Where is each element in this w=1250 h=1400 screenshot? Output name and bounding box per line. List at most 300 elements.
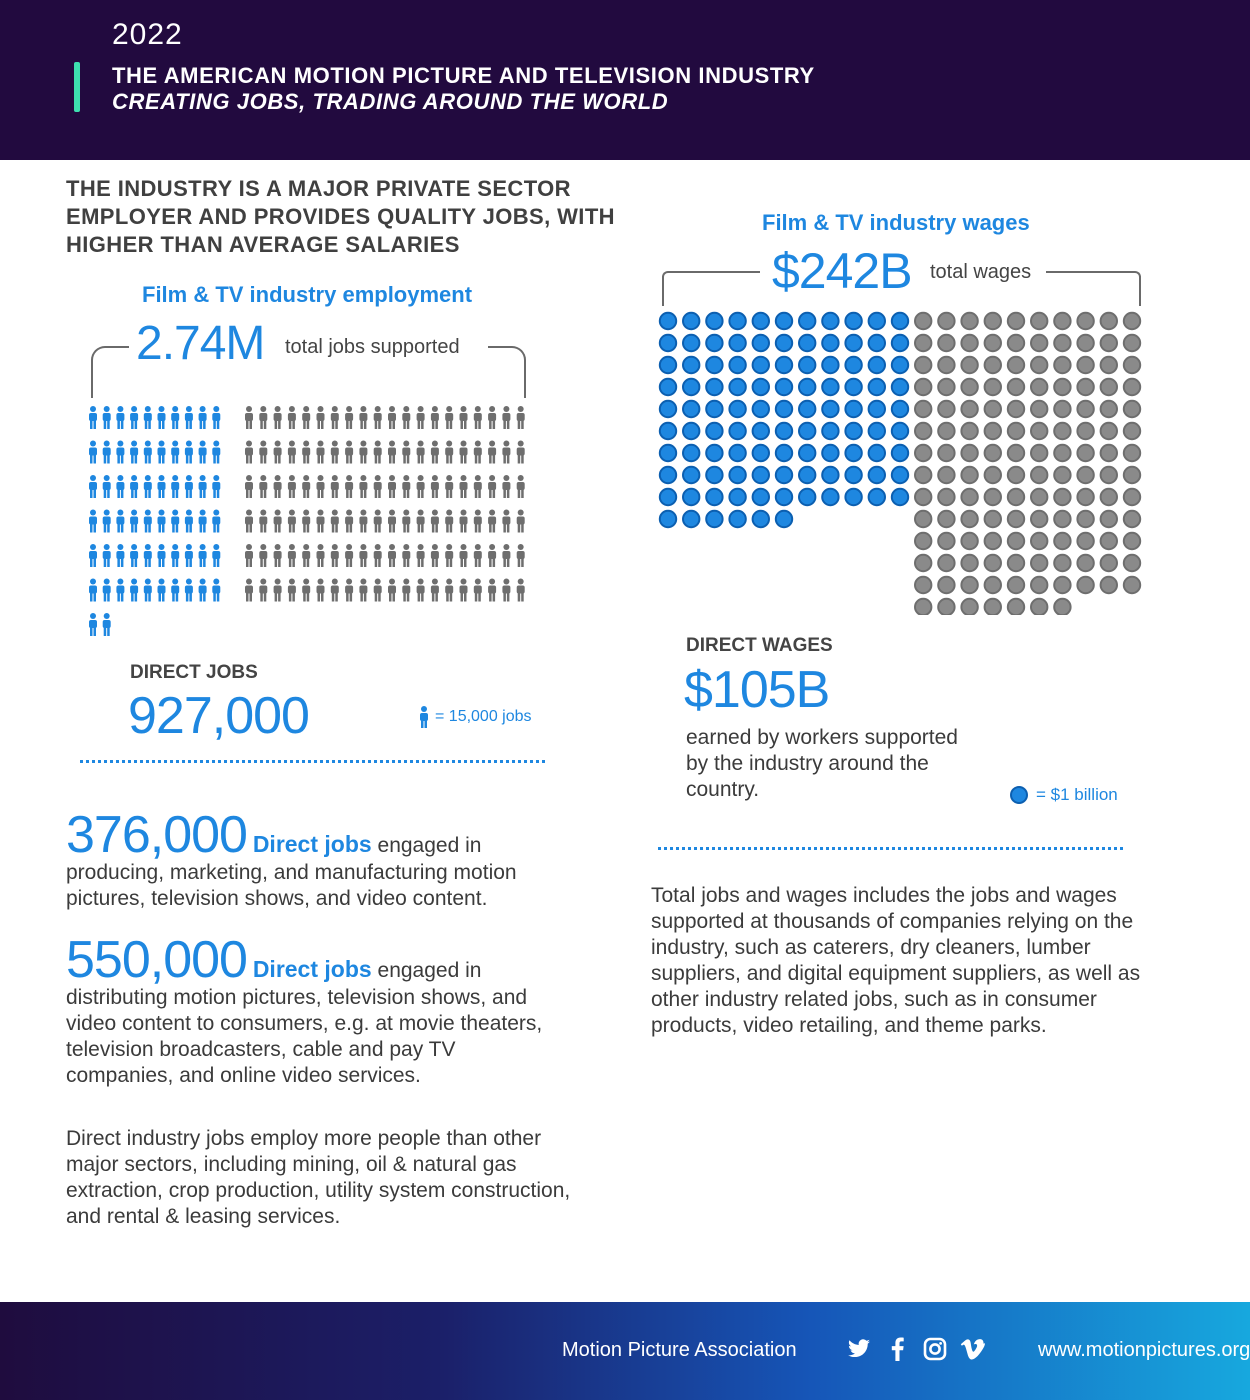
dollar-dot-icon [1010, 786, 1028, 804]
wage-dot [1124, 335, 1140, 351]
person-icon [417, 510, 425, 533]
wage-dot [961, 357, 977, 373]
wage-dot [729, 335, 745, 351]
person-icon [359, 510, 367, 533]
person-icon [317, 510, 325, 533]
note-direct-jobs: Direct industry jobs employ more people than other major sectors, including mining, oil & natural gas extraction, crop production, utility system construction, and rental & leasing services. [66, 1127, 571, 1228]
wage-dot [915, 467, 931, 483]
person-icon [317, 441, 325, 464]
section-heading: THE INDUSTRY IS A MAJOR PRIVATE SECTOR EMPLOYER AND PROVIDES QUALITY JOBS, WITH HIGHER THAN AVERAGE SALARIES [66, 176, 615, 257]
wage-dot [1124, 533, 1140, 549]
person-icon [488, 544, 496, 567]
wage-dot [729, 379, 745, 395]
person-icon [331, 510, 339, 533]
wage-dot [1054, 489, 1070, 505]
person-icon [144, 406, 152, 429]
wage-dot [1077, 335, 1093, 351]
wage-dot [1008, 401, 1024, 417]
wage-dot [938, 401, 954, 417]
wage-dot [985, 313, 1001, 329]
person-icon [171, 579, 179, 602]
wage-dot [1054, 599, 1070, 615]
wage-dot [961, 489, 977, 505]
direct-wages-value: $105B [684, 661, 830, 719]
wage-dot [938, 313, 954, 329]
wage-dot [1124, 577, 1140, 593]
person-icon [331, 441, 339, 464]
person-icon [259, 406, 267, 429]
wage-dot [845, 401, 861, 417]
wage-dot [985, 335, 1001, 351]
person-icon [445, 544, 453, 567]
wage-dot [961, 599, 977, 615]
wage-dot [1054, 533, 1070, 549]
person-icon [445, 406, 453, 429]
person-icon [488, 579, 496, 602]
wage-dot [892, 423, 908, 439]
wage-dot [1077, 533, 1093, 549]
person-icon [103, 510, 111, 533]
person-icon [402, 475, 410, 498]
person-icon [517, 475, 525, 498]
wage-dot [753, 335, 769, 351]
person-icon [445, 579, 453, 602]
person-icon [374, 579, 382, 602]
wage-dot [1054, 335, 1070, 351]
wages-title: Film & TV industry wages [762, 210, 1030, 235]
wage-dot [822, 379, 838, 395]
person-icon [245, 475, 253, 498]
instagram-icon[interactable] [922, 1336, 948, 1362]
wage-dot [961, 577, 977, 593]
wage-dot [915, 423, 931, 439]
person-icon [171, 544, 179, 567]
wage-dot [822, 489, 838, 505]
wage-dot [1031, 511, 1047, 527]
person-icon [89, 510, 97, 533]
wage-dot [753, 511, 769, 527]
person-icon [288, 510, 296, 533]
direct-wages-label: DIRECT WAGES [686, 635, 833, 656]
person-icon [185, 475, 193, 498]
employment-title: Film & TV industry employment [142, 282, 473, 307]
person-icon [474, 579, 482, 602]
wage-dot [915, 555, 931, 571]
person-icon [345, 544, 353, 567]
divider-right [658, 847, 1123, 850]
wage-dot [1031, 401, 1047, 417]
person-icon [158, 475, 166, 498]
vimeo-icon[interactable] [960, 1336, 986, 1362]
jobs-legend-text: = 15,000 jobs [435, 708, 532, 725]
wage-dot [915, 313, 931, 329]
person-icon [402, 406, 410, 429]
wage-dot [1031, 379, 1047, 395]
wage-dot [985, 511, 1001, 527]
wage-dot [1124, 511, 1140, 527]
person-icon [402, 441, 410, 464]
person-icon [274, 544, 282, 567]
direct-jobs-value: 927,000 [128, 687, 309, 745]
wage-dot [1008, 577, 1024, 593]
person-icon [212, 544, 220, 567]
person-icon [345, 510, 353, 533]
wage-dot [1124, 379, 1140, 395]
wage-dot [1101, 533, 1117, 549]
person-icon [288, 579, 296, 602]
wage-dot [938, 423, 954, 439]
wage-dot [729, 357, 745, 373]
wage-dot [753, 489, 769, 505]
wage-dot [729, 467, 745, 483]
wage-dot [683, 467, 699, 483]
person-icon [302, 441, 310, 464]
wage-dot [683, 335, 699, 351]
wage-dot [1077, 357, 1093, 373]
wage-dot [1124, 489, 1140, 505]
wage-dot [938, 335, 954, 351]
person-icon [199, 406, 207, 429]
wage-dot [753, 357, 769, 373]
wage-dot [660, 379, 676, 395]
wage-dot [1054, 401, 1070, 417]
wage-dot [706, 379, 722, 395]
wage-dot [706, 357, 722, 373]
divider-left [80, 760, 545, 763]
stat-distribution-number: 550,000 [66, 931, 247, 989]
person-icon [517, 544, 525, 567]
person-icon [288, 544, 296, 567]
wage-dot [985, 401, 1001, 417]
wage-dot [915, 445, 931, 461]
person-icon [317, 579, 325, 602]
person-icon [245, 510, 253, 533]
person-icon [144, 475, 152, 498]
wage-dot [822, 313, 838, 329]
person-icon [103, 579, 111, 602]
wage-dot [869, 401, 885, 417]
wage-dot [892, 489, 908, 505]
wage-dot [1054, 577, 1070, 593]
wage-dot [683, 379, 699, 395]
wage-dot [729, 445, 745, 461]
wage-dot [869, 357, 885, 373]
wage-dot [961, 467, 977, 483]
person-icon [417, 406, 425, 429]
wage-dot [683, 313, 699, 329]
person-icon [288, 441, 296, 464]
wage-dot [799, 335, 815, 351]
direct-jobs-label: DIRECT JOBS [130, 662, 258, 683]
person-icon [460, 406, 468, 429]
person-icon [460, 441, 468, 464]
wage-dot [1008, 379, 1024, 395]
wage-dot [1124, 467, 1140, 483]
person-icon [331, 579, 339, 602]
wage-dot [938, 599, 954, 615]
wage-dot [1031, 423, 1047, 439]
wage-dot [985, 555, 1001, 571]
wage-dot [1101, 313, 1117, 329]
wage-dot [845, 489, 861, 505]
wage-dot [845, 467, 861, 483]
person-icon [502, 544, 510, 567]
wage-dot [776, 357, 792, 373]
person-icon [460, 510, 468, 533]
person-icon [374, 510, 382, 533]
person-icon [274, 510, 282, 533]
wage-dot [869, 379, 885, 395]
person-icon [274, 579, 282, 602]
wage-dot [869, 313, 885, 329]
wage-dot [706, 445, 722, 461]
person-icon [474, 441, 482, 464]
wage-dot [915, 489, 931, 505]
wage-dot [729, 313, 745, 329]
person-icon [374, 475, 382, 498]
direct-wages-description: earned by workers supported by the industry around the country. [686, 726, 958, 801]
wage-dot [799, 445, 815, 461]
person-icon [116, 475, 124, 498]
person-icon [144, 510, 152, 533]
person-icon [89, 579, 97, 602]
wage-dot [915, 379, 931, 395]
person-icon [199, 441, 207, 464]
wage-dot [1008, 467, 1024, 483]
wage-dot [660, 511, 676, 527]
wages-bracket-left [662, 271, 760, 306]
person-icon [158, 544, 166, 567]
person-icon [302, 406, 310, 429]
stat-production-text: engaged in producing, marketing, and manufacturing motion pictures, television shows, and video content. [66, 834, 517, 910]
wage-dot [845, 379, 861, 395]
employment-bracket-left [91, 346, 129, 398]
stat-distribution-strong: Direct jobs [252, 956, 372, 982]
person-icon [418, 706, 430, 728]
person-icon [488, 510, 496, 533]
wage-dot [776, 423, 792, 439]
person-icon [431, 406, 439, 429]
person-icon [171, 475, 179, 498]
person-icon [144, 544, 152, 567]
wage-dot [1077, 313, 1093, 329]
person-icon [374, 441, 382, 464]
wage-dot [1101, 445, 1117, 461]
stat-production [66, 806, 566, 912]
wage-dot [1077, 511, 1093, 527]
wage-dot [753, 313, 769, 329]
wage-dot [892, 467, 908, 483]
wage-dot [683, 445, 699, 461]
wage-dot [1031, 489, 1047, 505]
twitter-icon[interactable] [846, 1336, 872, 1362]
person-icon [158, 579, 166, 602]
wage-dot [776, 467, 792, 483]
wages-dot-grid [650, 305, 1150, 615]
wage-dot [915, 511, 931, 527]
person-icon [212, 406, 220, 429]
total-jobs-label: total jobs supported [285, 336, 460, 358]
jobs-pictogram [84, 402, 544, 642]
wage-dot [985, 423, 1001, 439]
wage-dot [938, 379, 954, 395]
person-icon [502, 579, 510, 602]
wage-dot [660, 401, 676, 417]
wage-dot [845, 313, 861, 329]
employment-bracket-right [488, 346, 526, 398]
person-icon [388, 544, 396, 567]
wage-dot [1054, 445, 1070, 461]
person-icon [185, 510, 193, 533]
person-icon [388, 579, 396, 602]
wage-dot [845, 335, 861, 351]
person-icon [417, 475, 425, 498]
wage-dot [1054, 357, 1070, 373]
wage-dot [869, 423, 885, 439]
wage-dot [799, 313, 815, 329]
wage-dot [915, 533, 931, 549]
wage-dot [799, 489, 815, 505]
person-icon [317, 475, 325, 498]
person-icon [171, 406, 179, 429]
wage-dot [1101, 335, 1117, 351]
wage-dot [985, 445, 1001, 461]
person-icon [171, 510, 179, 533]
person-icon [199, 544, 207, 567]
person-icon [502, 441, 510, 464]
wage-dot [1008, 555, 1024, 571]
wage-dot [1101, 489, 1117, 505]
wage-dot [1031, 577, 1047, 593]
person-icon [517, 510, 525, 533]
wage-dot [822, 445, 838, 461]
footer-url[interactable]: www.motionpictures.org [1038, 1339, 1250, 1361]
person-icon [116, 406, 124, 429]
person-icon [331, 406, 339, 429]
wage-dot [985, 599, 1001, 615]
person-icon [212, 579, 220, 602]
wage-dot [1054, 423, 1070, 439]
wage-dot [799, 467, 815, 483]
wage-dot [961, 555, 977, 571]
wage-dot [729, 423, 745, 439]
person-icon [171, 441, 179, 464]
wage-dot [799, 423, 815, 439]
person-icon [212, 510, 220, 533]
wage-dot [1031, 467, 1047, 483]
wage-dot [1101, 577, 1117, 593]
wage-dot [869, 489, 885, 505]
person-icon [345, 441, 353, 464]
stat-production-strong: Direct jobs [252, 831, 372, 857]
wage-dot [938, 445, 954, 461]
person-icon [460, 475, 468, 498]
person-icon [199, 579, 207, 602]
wage-dot [822, 401, 838, 417]
total-wages-value: $242B [772, 243, 912, 299]
person-icon [89, 475, 97, 498]
facebook-icon[interactable] [884, 1336, 910, 1362]
person-icon [417, 544, 425, 567]
wage-dot [683, 489, 699, 505]
wage-dot [1124, 357, 1140, 373]
wage-dot [869, 335, 885, 351]
wage-dot [822, 467, 838, 483]
person-icon [331, 475, 339, 498]
wage-dot [938, 555, 954, 571]
person-icon [130, 441, 138, 464]
wage-dot [1031, 599, 1047, 615]
wage-dot [1054, 511, 1070, 527]
wage-dot [1124, 445, 1140, 461]
person-icon [130, 544, 138, 567]
wage-dot [1031, 313, 1047, 329]
wage-dot [1031, 533, 1047, 549]
wage-dot [660, 335, 676, 351]
wage-dot [753, 467, 769, 483]
person-icon [288, 475, 296, 498]
wage-dot [660, 313, 676, 329]
person-icon [502, 475, 510, 498]
wage-dot [1077, 401, 1093, 417]
wage-dot [706, 335, 722, 351]
person-icon [116, 579, 124, 602]
wage-dot [729, 401, 745, 417]
person-icon [89, 544, 97, 567]
person-icon [402, 544, 410, 567]
stat-distribution-text: engaged in distributing motion pictures, television shows, and video content to consumers, e.g. at movie theaters, television broadcasters, cable and pay TV companies, and online video services. [66, 959, 543, 1087]
person-icon [259, 475, 267, 498]
wage-dot [776, 313, 792, 329]
person-icon [488, 406, 496, 429]
stat-distribution [66, 931, 566, 1089]
wage-dot [961, 313, 977, 329]
wage-dot [660, 423, 676, 439]
person-icon [103, 441, 111, 464]
wage-dot [961, 379, 977, 395]
wage-dot [776, 511, 792, 527]
wage-dot [706, 401, 722, 417]
person-icon [144, 441, 152, 464]
person-icon [474, 510, 482, 533]
person-icon [345, 406, 353, 429]
wage-dot [1077, 423, 1093, 439]
person-icon [474, 475, 482, 498]
wage-dot [1054, 379, 1070, 395]
wage-dot [799, 379, 815, 395]
wage-dot [915, 599, 931, 615]
wage-dot [1101, 357, 1117, 373]
wage-dot [683, 511, 699, 527]
wage-dot [892, 313, 908, 329]
wage-dot [938, 357, 954, 373]
note-total-jobs-wages: Total jobs and wages includes the jobs and wages supported at thousands of companies relying on the industry, such as caterers, dry cleaners, lumber suppliers, and digital equipment suppliers, as well as other industry related jobs, such as in consumer products, video retailing, and theme parks. [651, 884, 1141, 1037]
wage-dot [961, 445, 977, 461]
wage-dot [660, 489, 676, 505]
person-icon [374, 406, 382, 429]
person-icon [374, 544, 382, 567]
wage-dot [1008, 335, 1024, 351]
wage-dot [1031, 335, 1047, 351]
wage-dot [776, 379, 792, 395]
person-icon [185, 544, 193, 567]
wage-dot [776, 401, 792, 417]
wage-dot [1124, 555, 1140, 571]
wage-dot [961, 423, 977, 439]
footer-org-name: Motion Picture Association [562, 1339, 797, 1361]
person-icon [103, 544, 111, 567]
person-icon [317, 406, 325, 429]
